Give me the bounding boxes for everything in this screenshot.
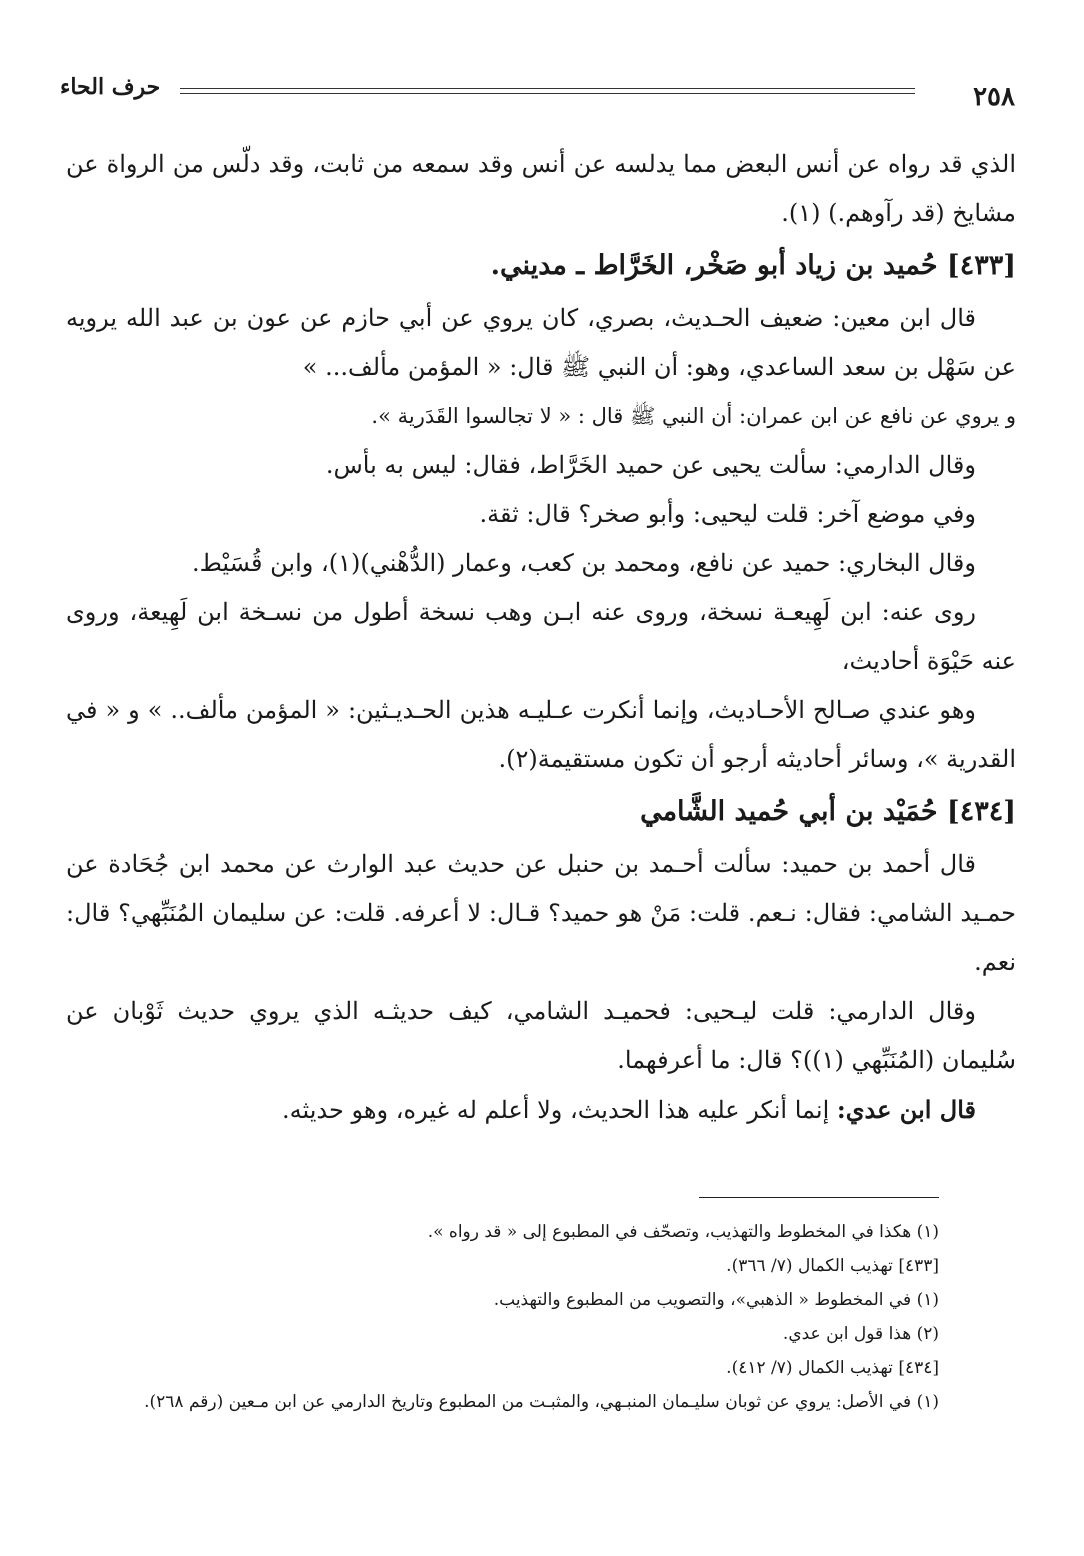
footnote-separator <box>699 1197 939 1198</box>
paragraph-intro: الذي قد رواه عن أنس البعض مما يدلسه عن أنس وقد سمعه من ثابت، وقد دلّس من الرواة عن مشايخ (قد رآوهم.) (١). <box>66 150 1016 227</box>
paragraph-other-place: وفي موضع آخر: قلت ليحيى: وأبو صخر؟ قال: ثقة. <box>479 500 976 528</box>
paragraph-ibn-maeen: قال ابن معين: ضعيف الحـديث، بصري، كان يروي عن أبي حازم عن عون بن عبد الله يرويه عن سَهْل بن سعد الساعدي، وهو: أن النبي ﷺ قال: « المؤمن مألف... » <box>66 304 1016 381</box>
page-header <box>60 70 1015 110</box>
footnote: (٢) هذا قول ابن عدي. <box>782 1324 939 1344</box>
footnotes <box>59 1215 939 1419</box>
paragraph-nafi: و يروي عن نافع عن ابن عمران: أن النبي ﷺ قال : « لا تجالسوا القَدَرية ». <box>371 404 1016 428</box>
paragraph-darimi-2: وقال الدارمي: قلت ليـحيى: فحميـد الشامي، كيف حديثـه الذي يروي حديث ثَوْبان عن سُليمان (المُنَبِّهي (١))؟ قال: ما أعرفهما. <box>66 997 1016 1074</box>
paragraph-narrators: روى عنه: ابن لَهِيعـة نسخة، وروى عنه ابـن وهب نسخة أطول من نسـخة ابن لَهِيعة، وروى عنه حَيْوَة أحاديث، <box>66 598 1016 675</box>
entry-433-title: [٤٣٣] حُميد بن زياد أبو صَخْر، الخَرَّاط ـ مديني. <box>490 250 1016 281</box>
entry-434-title: [٤٣٤] حُمَيْد بن أبي حُميد الشَّامي <box>640 796 1016 827</box>
footnote: [٤٣٤] تهذيب الكمال (٧/ ٤١٢). <box>726 1358 939 1378</box>
header-rule <box>180 88 915 94</box>
page-number: ٢٥٨ <box>973 82 1015 112</box>
chapter-title: حرف الحاء <box>60 74 161 100</box>
paragraph-ahmad: قال أحمد بن حميد: سألت أحـمد بن حنبل عن حديث عبد الوارث عن محمد ابن جُحَادة عن حمـيد الشامي: فقال: نـعم. قلت: مَنْ هو حميد؟ قـال: لا أعرفه. قلت: عن سليمان المُنَبِّهي؟ قال: نعم. <box>66 850 1016 976</box>
footnote: (١) في الأصل: يروي عن ثوبان سليـمان المنبـهي، والمثبـت من المطبوع وتاريخ الدارمي عن ابن مـعين (رقم ٢٦٨). <box>144 1392 939 1412</box>
footnote: (١) في المخطوط « الذهبي»، والتصويب من المطبوع والتهذيب. <box>493 1290 939 1310</box>
ibn-adi-label: قال ابن عدي: <box>836 1095 976 1124</box>
paragraph-darimi-1: وقال الدارمي: سألت يحيى عن حميد الخَرَّاط، فقال: ليس به بأس. <box>325 451 976 479</box>
paragraph-assessment: وهو عندي صـالح الأحـاديث، وإنما أنكرت عـليـه هذين الحـديـثين: « المؤمن مألف.. » و « في القدرية »، وسائر أحاديثه أرجو أن تكون مستقيمة(٢). <box>66 696 1016 773</box>
footnote: [٤٣٣] تهذيب الكمال (٧/ ٣٦٦). <box>726 1256 939 1276</box>
paragraph-bukhari: وقال البخاري: حميد عن نافع، ومحمد بن كعب، وعمار (الدُّهْني)(١)، وابن قُسَيْط. <box>191 549 976 577</box>
ibn-adi-text: إنما أنكر عليه هذا الحديث، ولا أعلم له غيره، وهو حديثه. <box>282 1096 837 1124</box>
footnote: (١) هكذا في المخطوط والتهذيب، وتصحّف في المطبوع إلى « قد رواه ». <box>427 1222 939 1242</box>
main-text <box>66 140 1016 1135</box>
paragraph-ibn-adi <box>66 1085 1016 1135</box>
